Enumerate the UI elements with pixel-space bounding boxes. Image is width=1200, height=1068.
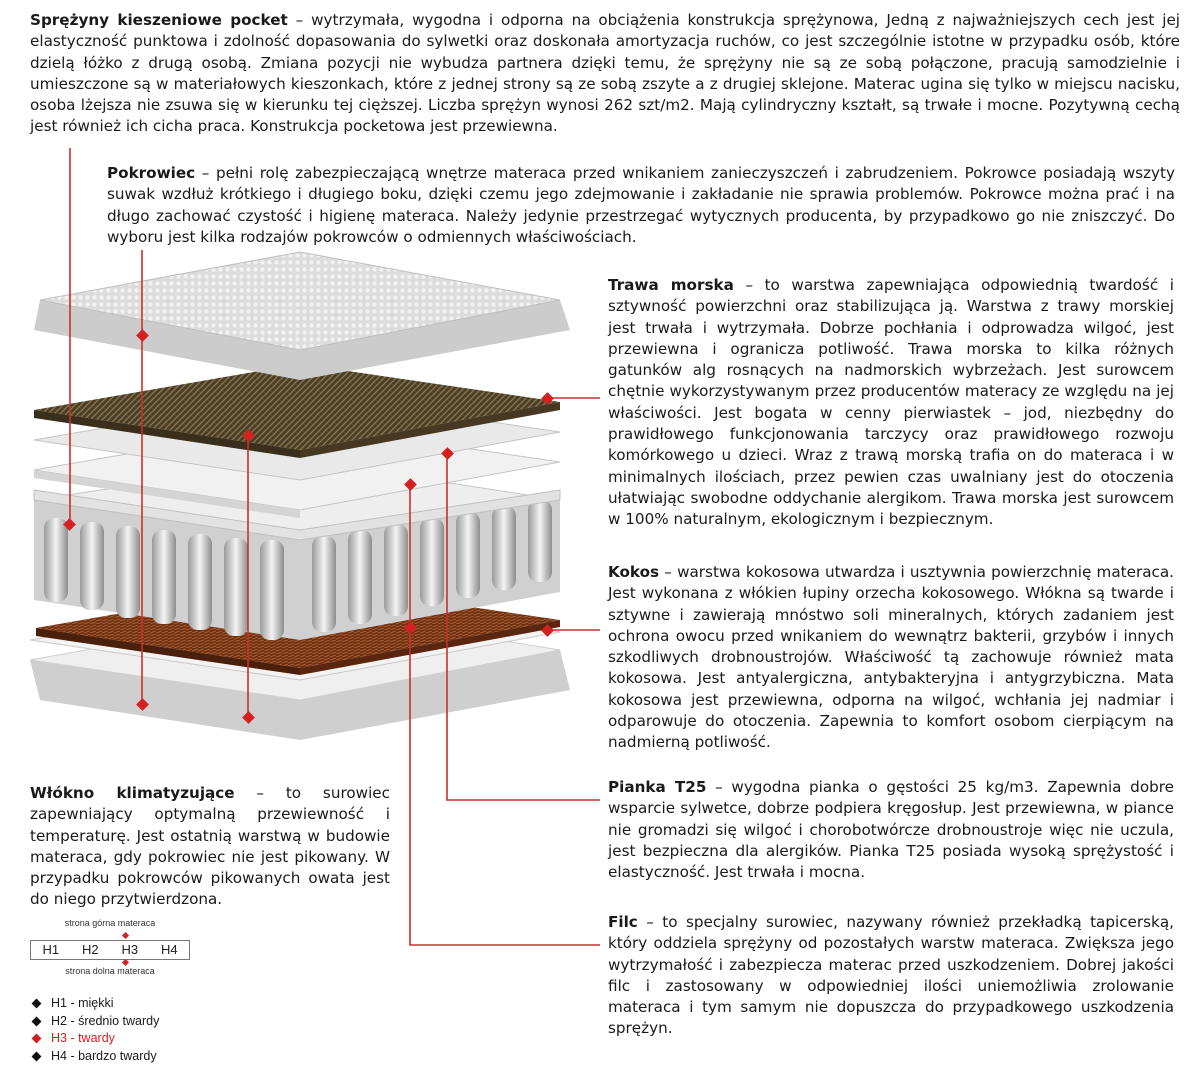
hardness-bottom-caption: strona dolna materaca (65, 966, 155, 976)
marker-felt-bottom (404, 621, 417, 634)
hardness-scale-h4: H4 (160, 942, 178, 957)
top-cover-layer (34, 252, 570, 380)
hardness-selected-marker-bottom (122, 959, 129, 966)
cover-title: Pokrowiec (107, 164, 196, 182)
legend-label: H1 - miękki (51, 996, 114, 1010)
marker-felt-top (404, 478, 417, 491)
cover-text: – pełni rolę zabezpieczającą wnętrze materaca przed wnikaniem zanieczyszczeń i zabrudzeniem. Pokrowce posiadają wszyty suwak wzdłuż krótkiego i długiego boku, dzięki czemu jego zdejmowanie i zakładanie nie sprawia problemów. Pokrowce można prać i na długo zachować czystość i higienę materaca. Należy jedynie przestrzegać wytycznych producenta, by przypadkowo go nie zniszczyć. Do wyboru jest kilka rodzajów pokrowców o odmiennych właściwościach. (107, 164, 1175, 246)
hardness-scale (30, 918, 190, 978)
pocket-springs-layer (34, 460, 560, 640)
hardness-scale-bar (30, 940, 190, 960)
marker-seagrass (541, 392, 554, 405)
diamond-bullet-icon (32, 1034, 42, 1044)
coconut-layer (36, 582, 560, 675)
marker-coconut (541, 624, 554, 637)
seagrass-description (608, 275, 1174, 531)
diamond-bullet-icon (32, 1016, 42, 1026)
marker-climate-fiber-bottom (242, 711, 255, 724)
diamond-bullet-icon (32, 999, 42, 1009)
legend-item (30, 1013, 159, 1031)
foam-text: – wygodna pianka o gęstości 25 kg/m3. Zapewnia dobre wsparcie sylwetce, dobrze podpiera kręgosłup. Jest przewiewna, w piance nie gromadzi się wilgoć i chorobotwórcze drobnoustroje więc nie uczula, jest bezpieczna dla alergików. Pianka T25 posiada wysoką sprężystość i elastyczność. Jest trwała i mocna. (608, 778, 1175, 882)
legend-label: H3 - twardy (51, 1031, 115, 1046)
climate-fiber-description (30, 783, 390, 911)
foam-description (608, 777, 1174, 883)
legend-item (30, 995, 159, 1013)
climate-fiber-title: Włókno klimatyzujące (30, 784, 235, 802)
cover-description (107, 163, 1175, 248)
marker-pocket (63, 518, 76, 531)
hardness-scale-h3: H3 (121, 942, 139, 957)
pocket-springs-text: – wytrzymała, wygodna i odporna na obciążenia konstrukcja sprężynowa, Jedną z najważniejszych cech jest jej elastyczność punktowa i zdolność dopasowania do sylwetki oraz doskonała amortyzacja ruchów, co jest szczególnie istotne w przypadku osób, które dzielą łóżko z drugą osobą. Zmiana pozycji nie wybudza partnera dzięki temu, że sprężyny nie są ze sobą połączone, pracują samodzielnie i umieszczone są w materiałowych kieszonkach, które z jednej strony są ze sobą zszyte a z drugiej sklejone. Materac ugina się tylko w miejscu nacisku, osoba lżejsza nie zsuwa się w kierunku tej cięższej. Liczba sprężyn wynosi 262 szt/m2. Mają cylindryczny kształt, są trwałe i mocne. Pozytywną cechą jest również ich cicha praca. Konstrukcja pocketowa jest przewiewna. (30, 11, 1181, 136)
legend-item (30, 1048, 159, 1066)
coconut-title: Kokos (608, 563, 660, 581)
callout-markers (63, 329, 554, 724)
hardness-scale-h1: H1 (42, 942, 60, 957)
marker-foam (441, 447, 454, 460)
marker-climate-fiber-top (242, 429, 255, 442)
marker-cover-top (136, 329, 149, 342)
climate-fiber-text: – to surowiec zapewniający optymalną przewiewność i temperaturę. Jest ostatnią warstwą w budowie materaca, gdy pokrowiec nie jest pikowany. W przypadku pokrowców pikowanych owata jest do niego przytwierdzona. (30, 784, 390, 909)
coconut-description (608, 562, 1174, 754)
legend-item-selected (30, 1030, 159, 1048)
seagrass-title: Trawa morska (608, 276, 734, 294)
coconut-text: – warstwa kokosowa utwardza i usztywnia powierzchnię materaca. Jest wykonana z włókien łupiny orzecha kokosowego. Włókna są twarde i sztywne i zawierają mnóstwo soli mineralnych, których zadaniem jest ochrona owocu przed wnikaniem do wewnątrz bakterii, grzybów i innych szkodliwych drobnoustrojów. Właściwość tą zachowuje również mata kokosowa. Jest antyalergiczna, antybakteryjna i antygrzybiczna. Mata kokosowa jest przewiewna, odporna na wilgoć, wchłania jej nadmiar i odparowuje do otoczenia. Zapewnia to komfort osobom cierpiącym na nadmierną potliwość. (608, 563, 1174, 752)
seagrass-layer (34, 364, 560, 480)
felt-description (608, 912, 1174, 1040)
upper-felt-layer (34, 424, 560, 518)
hardness-legend (30, 995, 159, 1065)
legend-label: H2 - średnio twardy (51, 1013, 160, 1028)
marker-cover-bottom (136, 698, 149, 711)
hardness-selected-marker-top (122, 932, 129, 939)
hardness-scale-h2: H2 (81, 942, 99, 957)
pocket-springs-title: Sprężyny kieszeniowe pocket (30, 11, 288, 29)
hardness-top-caption: strona górna materaca (64, 918, 156, 928)
bottom-felt-layer (30, 592, 560, 680)
callout-line-foam (447, 453, 600, 800)
spring-columns (44, 500, 552, 640)
callout-line-felt (410, 485, 600, 945)
felt-title: Filc (608, 913, 638, 931)
diamond-bullet-icon (32, 1052, 42, 1062)
foam-title: Pianka T25 (608, 778, 707, 796)
legend-label: H4 - bardzo twardy (51, 1048, 157, 1063)
bottom-foam-layer (30, 610, 570, 740)
pocket-springs-description (30, 10, 1180, 138)
seagrass-text: – to warstwa zapewniająca odpowiednią twardość i sztywność powierzchni oraz stabilizująca ją. Warstwa z trawy morskiej jest trwała i wytrzymała. Dobrze pochłania i odprowadza wilgoć, jest przewiewna i ogranicza potliwość. Trawa morska to kilka różnych gatunków alg rosnących na nadmorskich wybrzeżach. Jest surowcem chętnie wykorzystywanym przez producentów materacy ze względu na jej właściwości. Jest bogata w cenny pierwiastek – jod, niezbędny do prawidłowego funkcjonowania tarczycy oraz prawidłowego rozwoju komórkowego u dzieci. Wraz z trawą morską trafia on do materaca i w minimalnych ilościach, przez pewien czas uwalniany jest do otoczenia ułatwiając swobodne oddychanie alergikom. Trawa morska jest surowcem w 100% naturalnym, ekologicznym i bezpiecznym. (608, 276, 1174, 529)
felt-text: – to specjalny surowiec, nazywany również przekładką tapicerską, który oddziela sprężyny od pozostałych warstw materaca. Zwiększa jego wytrzymałość i zabezpiecza materac przed uszkodzeniem. Dobrej jakości filc i zastosowany w odpowiedniej ilości uniemożliwia zrolowanie materaca i tym samym nie dopuszcza do przypadkowego uszkodzenia sprężyn. (608, 913, 1174, 1038)
